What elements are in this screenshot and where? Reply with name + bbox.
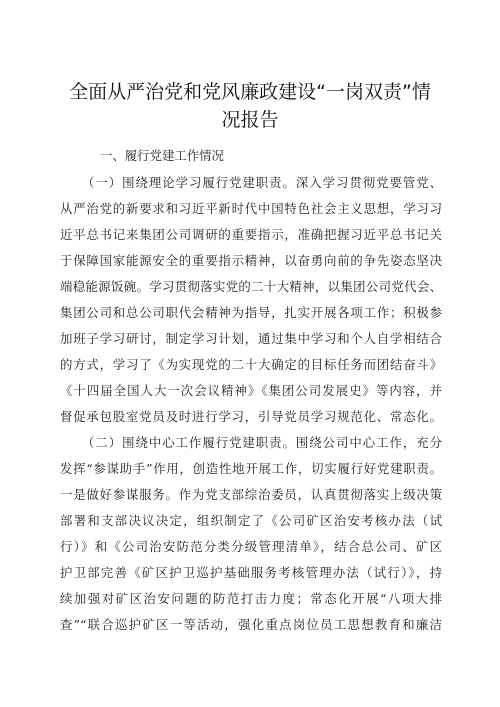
title-line-2: 况报告 [221, 109, 279, 131]
paragraph-line: 于保障国家能源安全的重要指示精神，以奋勇向前的争先姿态坚决 [60, 253, 442, 268]
paragraph-line: 一是做好参谋服务。作为党支部综治委员，认真贯彻落实上级决策 [60, 487, 442, 502]
paragraph-line: 从严治党的新要求和习近平新时代中国特色社会主义思想，学习习 [60, 201, 442, 216]
paragraph-line: （二）围绕中心工作履行党建职责。围绕公司中心工作，充分 [82, 435, 442, 450]
document-title [50, 78, 450, 134]
paragraph-line: 续加强对矿区治安问题的防范打击力度；常态化开展“八项大排 [60, 591, 442, 606]
title-line-1: 全面从严治党和党风廉政建设“一岗双责”情 [69, 81, 431, 103]
paragraph-line: 《十四届全国人大一次会议精神》《集团公司发展史》等内容，并 [60, 383, 442, 398]
paragraph-line: 近平总书记来集团公司调研的重要指示，准确把握习近平总书记关 [60, 227, 442, 242]
paragraph-line: 部署和支部决议决定，组织制定了《公司矿区治安考核办法（试 [60, 513, 442, 528]
paragraph-line: 端稳能源饭碗。学习贯彻落实党的二十大精神，以集团公司党代会、 [60, 279, 442, 294]
paragraph-line: 行）》和《公司治安防范分类分级管理清单》，结合总公司、矿区 [60, 539, 442, 554]
paragraph-line: 督促承包股室党员及时进行学习，引导党员学习规范化、常态化。 [60, 409, 442, 424]
paragraph-line: 发挥“参谋助手”作用，创造性地开展工作，切实履行好党建职责。 [60, 461, 442, 476]
paragraph-line: 的方式，学习了《为实现党的二十大确定的目标任务而团结奋斗》 [60, 357, 442, 372]
paragraph-line: （一）围绕理论学习履行党建职责。深入学习贯彻党要管党、 [82, 175, 442, 190]
section-heading: 一、履行党建工作情况 [100, 148, 224, 163]
paragraph-line: 加班子学习研讨，制定学习计划，通过集中学习和个人自学相结合 [60, 331, 442, 346]
paragraph-line: 集团公司和总公司职代会精神为指导，扎实开展各项工作；积极参 [60, 305, 442, 320]
paragraph-line: 查”“联合巡护矿区一等活动，强化重点岗位员工思想教育和廉洁 [60, 617, 442, 632]
paragraph-line: 护卫部完善《矿区护卫巡护基础服务考核管理办法（试行）》，持 [60, 565, 442, 580]
